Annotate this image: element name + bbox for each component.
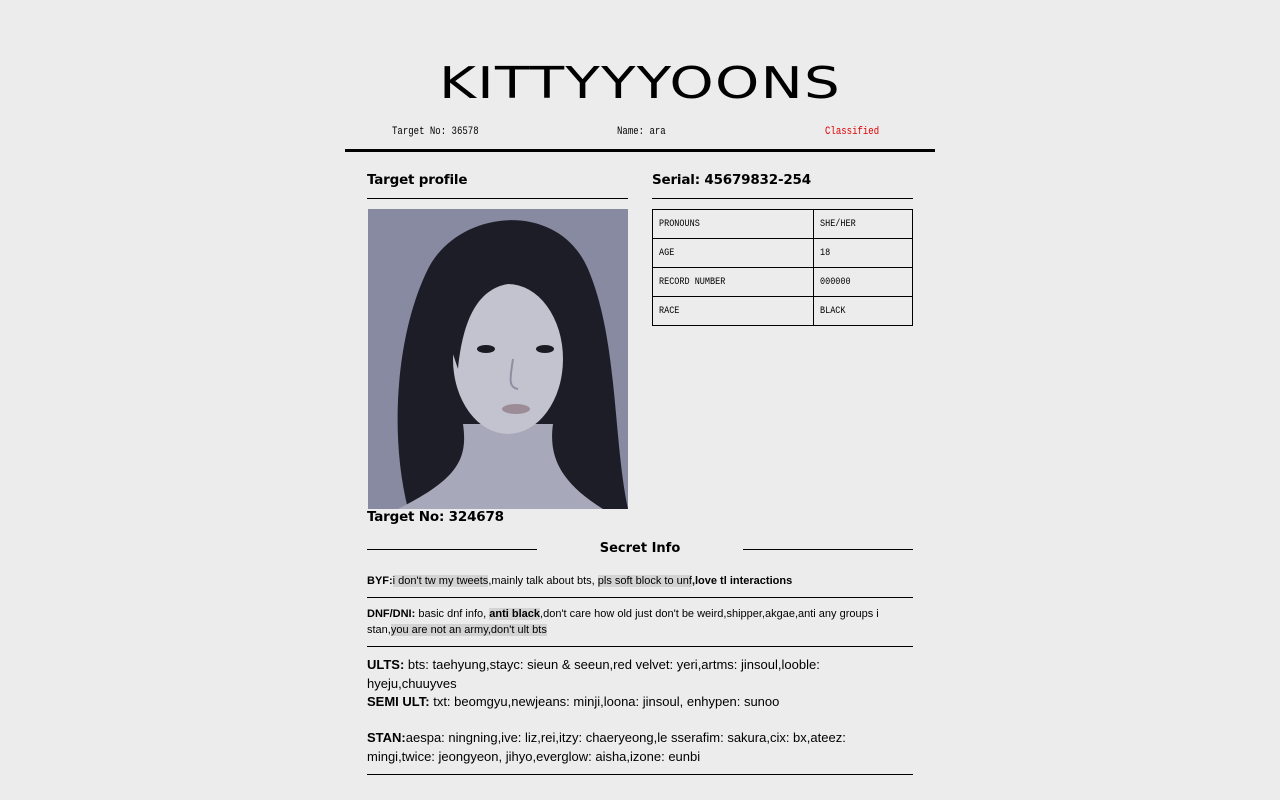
divider [367,549,537,550]
table-cell-value: SHE/HER [814,210,913,239]
table-row [653,297,913,326]
table-row [653,268,913,297]
meta-name: Name: ara [617,126,666,138]
table-cell-value: 000000 [814,268,913,297]
table-cell-key: RECORD NUMBER [653,268,814,297]
info-table [652,209,913,326]
table-row [653,210,913,239]
divider [652,198,913,199]
meta-bar [345,122,935,152]
byf-section: BYF:i don't tw my tweets,mainly talk about bts, pls soft block to unf,love tl interactions [367,575,793,587]
dnf-section: DNF/DNI: basic dnf info, anti black,don't care how old just don't be weird,shipper,akgae,anti any groups i stan,you are not an army,don't ult bts [367,608,879,636]
table-cell-value: 18 [814,239,913,268]
stan-section: STAN:aespa: ningning,ive: liz,rei,itzy: chaeryeong,le sserafim: sakura,cix: bx,ateez: mingi,twice: jeongyeon, jihyo,everglow: aisha,izone: eunbi [367,730,846,764]
divider [367,646,913,647]
site-title: KITTYYYOONS [438,58,842,109]
serial-heading: Serial: 45679832-254 [652,172,811,188]
table-cell-value: BLACK [814,297,913,326]
table-cell-key: RACE [653,297,814,326]
table-row [653,239,913,268]
secret-info-heading: Secret Info [599,541,681,556]
target-number-caption: Target No: 324678 [367,509,504,525]
divider [367,597,913,598]
target-profile-heading: Target profile [367,172,468,188]
divider [367,198,628,199]
meta-target-number: Target No: 36578 [392,126,479,138]
table-cell-key: PRONOUNS [653,210,814,239]
ults-section: ULTS: bts: taehyung,stayc: sieun & seeun,red velvet: yeri,artms: jinsoul,looble: hyeju,chuuyves [367,657,820,691]
divider [367,774,913,775]
divider [743,549,913,550]
semi-ult-section: SEMI ULT: txt: beomgyu,newjeans: minji,loona: jinsoul, enhypen: sunoo [367,694,780,709]
profile-photo [368,209,628,509]
table-cell-key: AGE [653,239,814,268]
classified-label: Classified [825,126,880,138]
